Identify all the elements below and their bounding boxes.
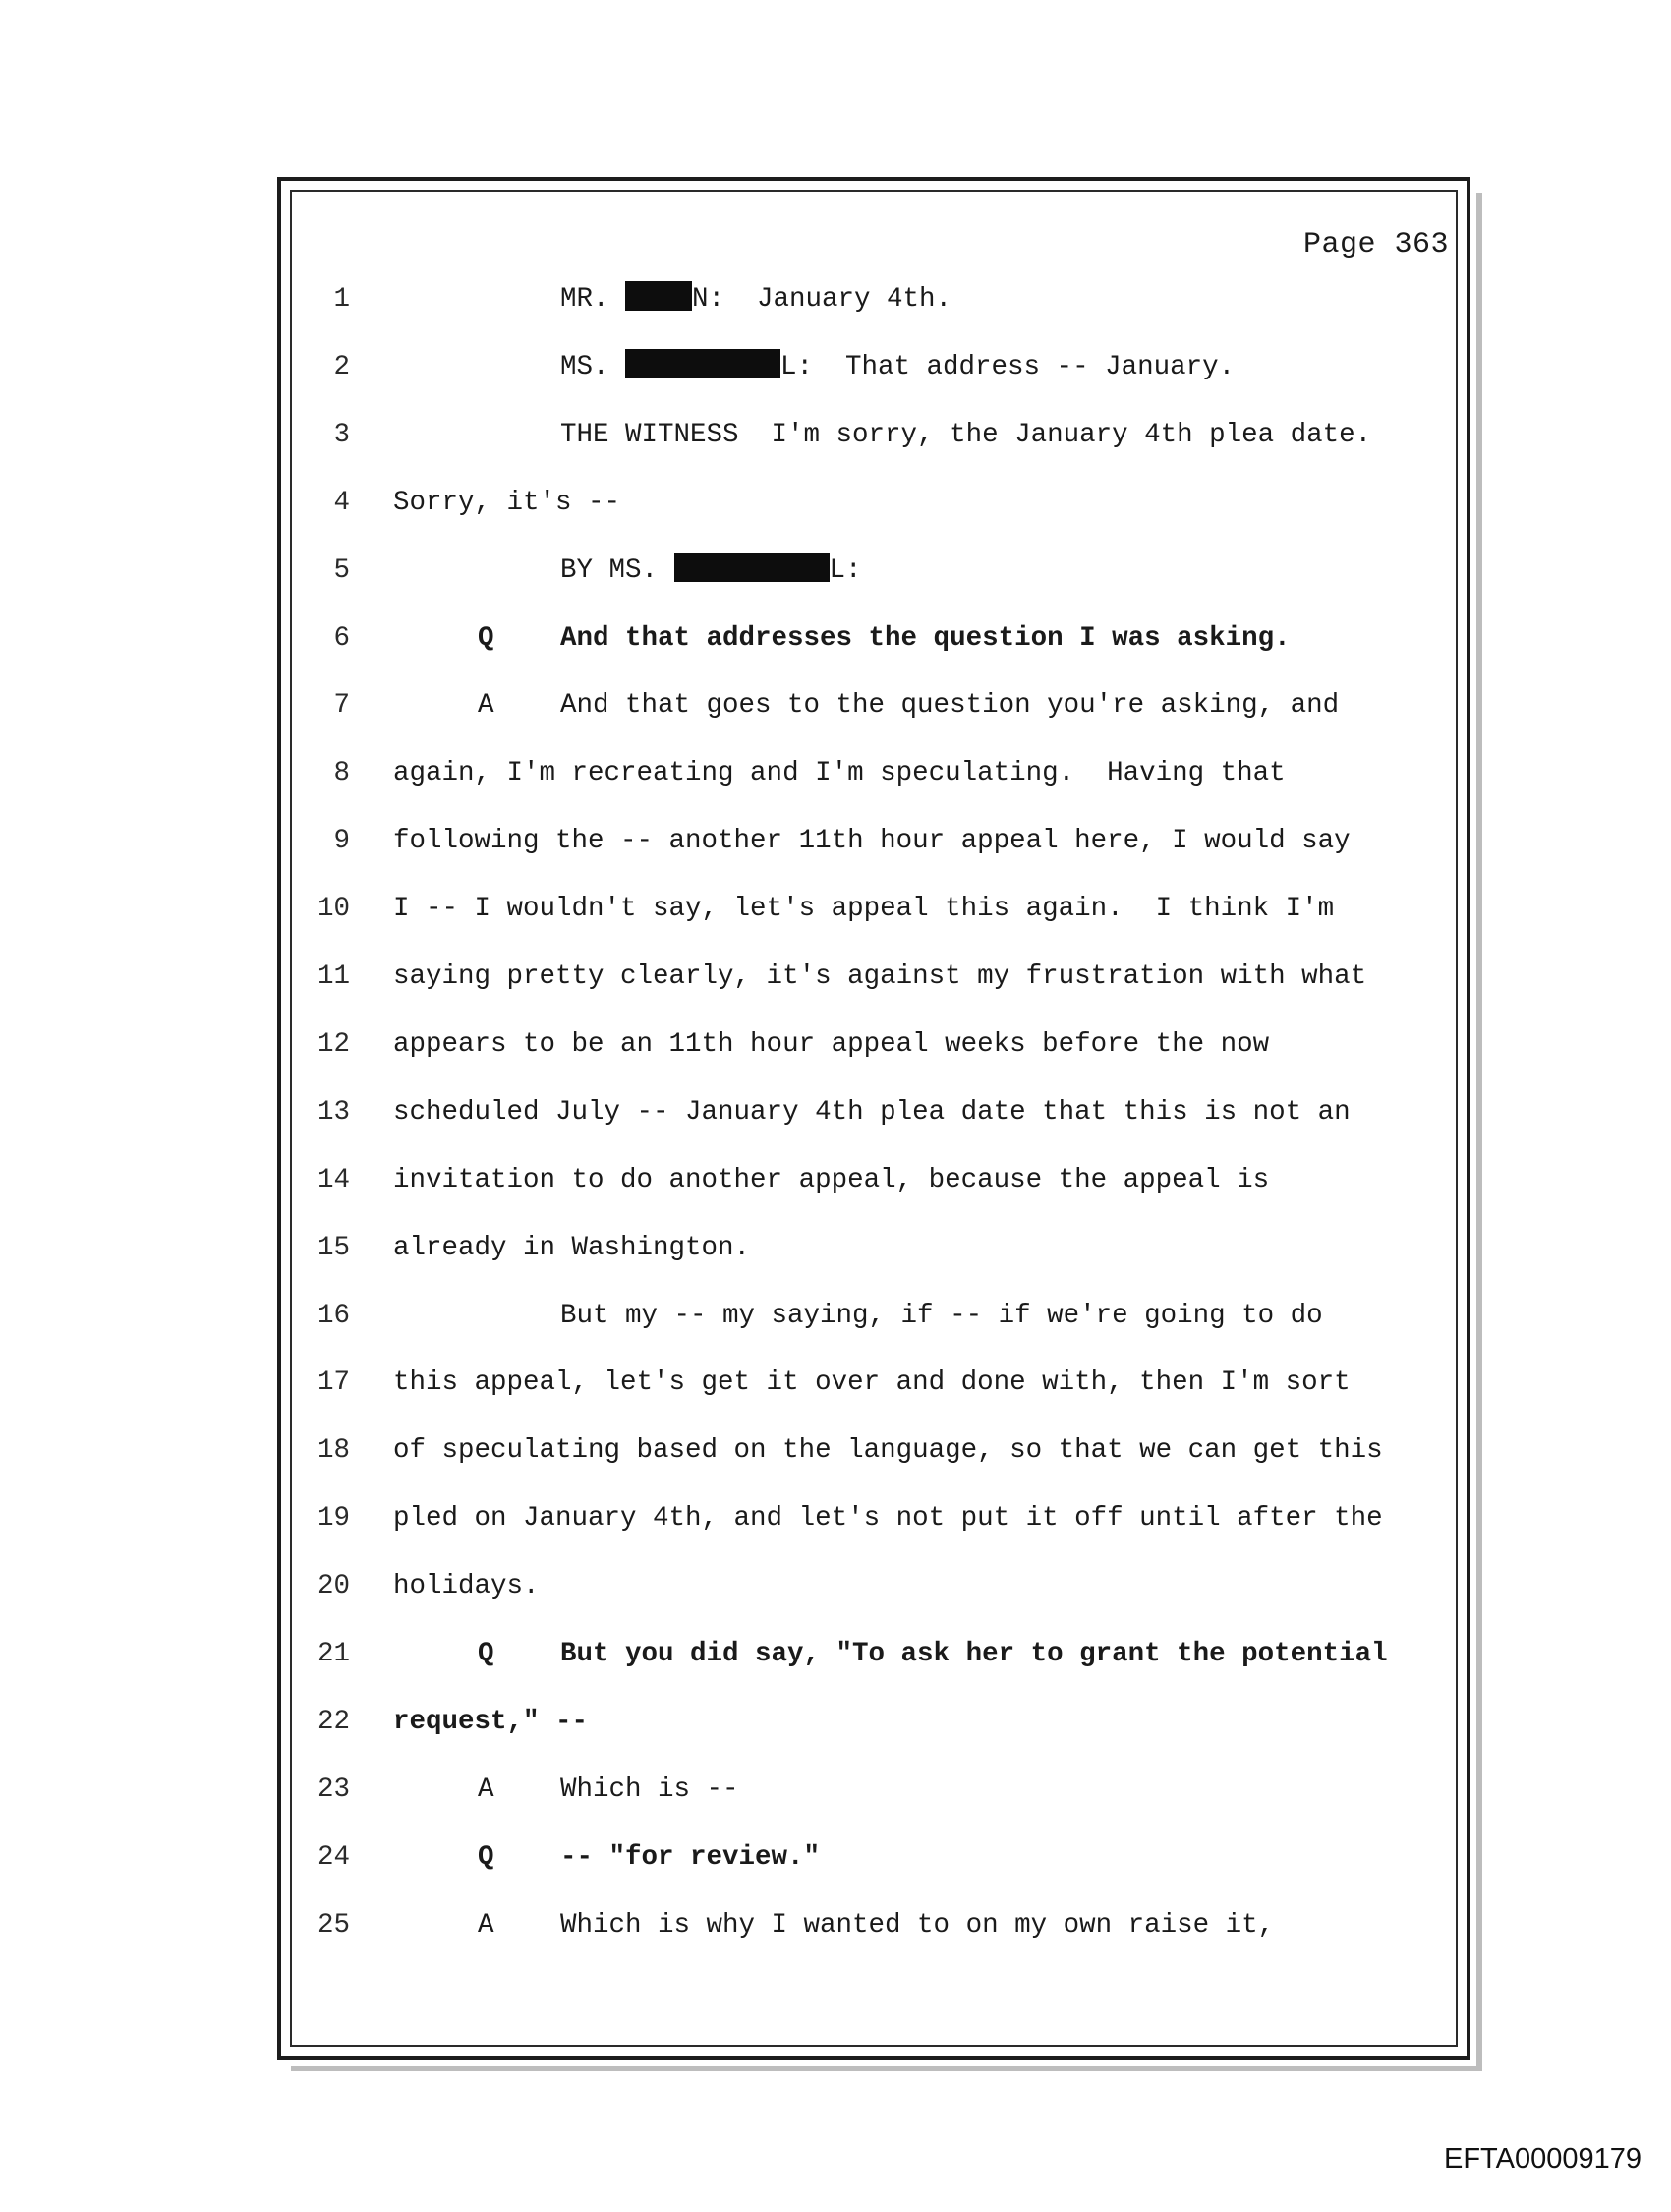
line-number: 7 xyxy=(333,690,350,722)
text-run: A xyxy=(478,690,494,722)
text-run: appears to be an 11th hour appeal weeks before the now xyxy=(393,1028,1270,1060)
text-run: But you did say, "To ask her to grant the potential xyxy=(560,1639,1388,1669)
text-run: holidays. xyxy=(393,1571,540,1602)
line-number: 8 xyxy=(333,758,350,789)
transcript-line xyxy=(295,1902,1455,1950)
qa-marker xyxy=(478,1767,494,1814)
text-run: saying pretty clearly, it's against my frustration with what xyxy=(393,961,1367,992)
transcript-line xyxy=(295,1427,1455,1475)
transcript-line xyxy=(295,1360,1455,1407)
line-text xyxy=(393,1089,1351,1136)
transcript-line xyxy=(295,1157,1455,1204)
line-text xyxy=(560,1767,739,1814)
qa-marker xyxy=(478,1834,494,1882)
line-number: 10 xyxy=(317,894,350,925)
text-run: And that goes to the question you're asking, and xyxy=(560,690,1340,722)
redaction-block xyxy=(625,349,780,378)
line-text xyxy=(393,1563,540,1610)
text-run: And that addresses the question I was asking. xyxy=(560,622,1291,654)
text-run: request," -- xyxy=(393,1706,589,1737)
text-run: BY MS. xyxy=(560,554,674,586)
line-number: 22 xyxy=(317,1706,350,1737)
text-run: invitation to do another appeal, because the appeal is xyxy=(393,1164,1270,1195)
transcript-line xyxy=(295,1089,1455,1136)
qa-marker xyxy=(478,1902,494,1950)
text-run: THE WITNESS I'm sorry, the January 4th plea date. xyxy=(560,419,1372,450)
line-number: 12 xyxy=(317,1028,350,1060)
text-run: A xyxy=(478,1774,494,1805)
transcript-line xyxy=(295,1021,1455,1069)
line-number: 23 xyxy=(317,1774,350,1805)
transcript-line xyxy=(295,615,1455,663)
qa-marker xyxy=(478,1631,494,1678)
line-text xyxy=(560,1293,1323,1340)
line-number: 2 xyxy=(333,351,350,382)
line-text xyxy=(393,886,1334,933)
line-number: 3 xyxy=(333,419,350,450)
line-text xyxy=(393,1427,1383,1475)
line-number: 16 xyxy=(317,1300,350,1331)
text-run: Sorry, it's -- xyxy=(393,487,621,518)
line-number: 20 xyxy=(317,1571,350,1602)
line-number: 17 xyxy=(317,1368,350,1399)
transcript-line xyxy=(295,412,1455,459)
text-run: I -- I wouldn't say, let's appeal this again. I think I'm xyxy=(393,894,1335,925)
line-text xyxy=(393,480,620,527)
line-number: 9 xyxy=(333,826,350,857)
line-text xyxy=(393,1157,1269,1204)
line-text xyxy=(560,412,1371,459)
line-number: 6 xyxy=(333,622,350,654)
text-run: already in Washington. xyxy=(393,1232,751,1263)
line-number: 5 xyxy=(333,554,350,586)
transcript-line xyxy=(295,1631,1455,1678)
line-number: 4 xyxy=(333,487,350,518)
transcript-line xyxy=(295,344,1455,391)
line-number: 19 xyxy=(317,1503,350,1535)
text-run: Which is -- xyxy=(560,1774,739,1805)
text-run: But my -- my saying, if -- if we're going to do xyxy=(560,1300,1323,1331)
text-run: Q xyxy=(478,1841,494,1873)
transcript-line xyxy=(295,1563,1455,1610)
transcript-line xyxy=(295,1225,1455,1272)
redaction-block xyxy=(625,281,692,311)
text-run: following the -- another 11th hour appeal here, I would say xyxy=(393,826,1351,857)
line-number: 18 xyxy=(317,1435,350,1467)
transcript-line xyxy=(295,886,1455,933)
text-run: Q xyxy=(478,1639,494,1669)
line-number: 11 xyxy=(317,961,350,992)
text-run: N: January 4th. xyxy=(692,284,952,315)
line-text xyxy=(560,682,1339,729)
qa-marker xyxy=(478,682,494,729)
text-run: Which is why I wanted to on my own raise it, xyxy=(560,1909,1275,1941)
transcript-line xyxy=(295,548,1455,595)
line-text xyxy=(393,750,1286,797)
text-run: L: xyxy=(829,554,862,586)
line-text xyxy=(393,1360,1351,1407)
transcript-line xyxy=(295,480,1455,527)
transcript-line xyxy=(295,1699,1455,1746)
line-text xyxy=(393,1699,588,1746)
text-run: L: That address -- January. xyxy=(780,351,1236,382)
transcript-line xyxy=(295,1834,1455,1882)
line-text xyxy=(560,344,1235,391)
line-number: 13 xyxy=(317,1096,350,1128)
line-number: 21 xyxy=(317,1639,350,1669)
text-run: of speculating based on the language, so that we can get this xyxy=(393,1435,1383,1467)
transcript-line xyxy=(295,1767,1455,1814)
line-text xyxy=(560,276,951,323)
transcript-line xyxy=(295,1495,1455,1543)
text-run: A xyxy=(478,1909,494,1941)
redaction-block xyxy=(674,553,830,582)
line-number: 15 xyxy=(317,1232,350,1263)
line-text xyxy=(393,1225,750,1272)
text-run: this appeal, let's get it over and done with, then I'm sort xyxy=(393,1368,1351,1399)
line-text xyxy=(560,548,862,595)
line-text xyxy=(393,1021,1269,1069)
text-run: scheduled July -- January 4th plea date that this is not an xyxy=(393,1096,1351,1128)
line-number: 14 xyxy=(317,1164,350,1195)
line-number: 24 xyxy=(317,1841,350,1873)
text-run: MS. xyxy=(560,351,626,382)
line-text xyxy=(560,1834,820,1882)
qa-marker xyxy=(478,615,494,663)
line-text xyxy=(393,1495,1383,1543)
text-run: pled on January 4th, and let's not put it off until after the xyxy=(393,1503,1383,1535)
transcript-line xyxy=(295,954,1455,1001)
line-number: 1 xyxy=(333,284,350,315)
transcript-line xyxy=(295,750,1455,797)
line-number: 25 xyxy=(317,1909,350,1941)
text-run: again, I'm recreating and I'm speculating. Having that xyxy=(393,758,1286,789)
transcript-line xyxy=(295,276,1455,323)
line-text xyxy=(393,818,1351,865)
line-text xyxy=(560,1631,1388,1678)
text-run: -- "for review." xyxy=(560,1841,821,1873)
line-text xyxy=(393,954,1366,1001)
transcript-line xyxy=(295,682,1455,729)
transcript-line xyxy=(295,818,1455,865)
page-number: Page 363 xyxy=(1302,228,1449,262)
line-text xyxy=(560,615,1291,663)
line-text xyxy=(560,1902,1274,1950)
document-id: EFTA00009179 xyxy=(1444,2143,1642,2175)
transcript-line xyxy=(295,1293,1455,1340)
text-run: Q xyxy=(478,622,494,654)
text-run: MR. xyxy=(560,284,626,315)
